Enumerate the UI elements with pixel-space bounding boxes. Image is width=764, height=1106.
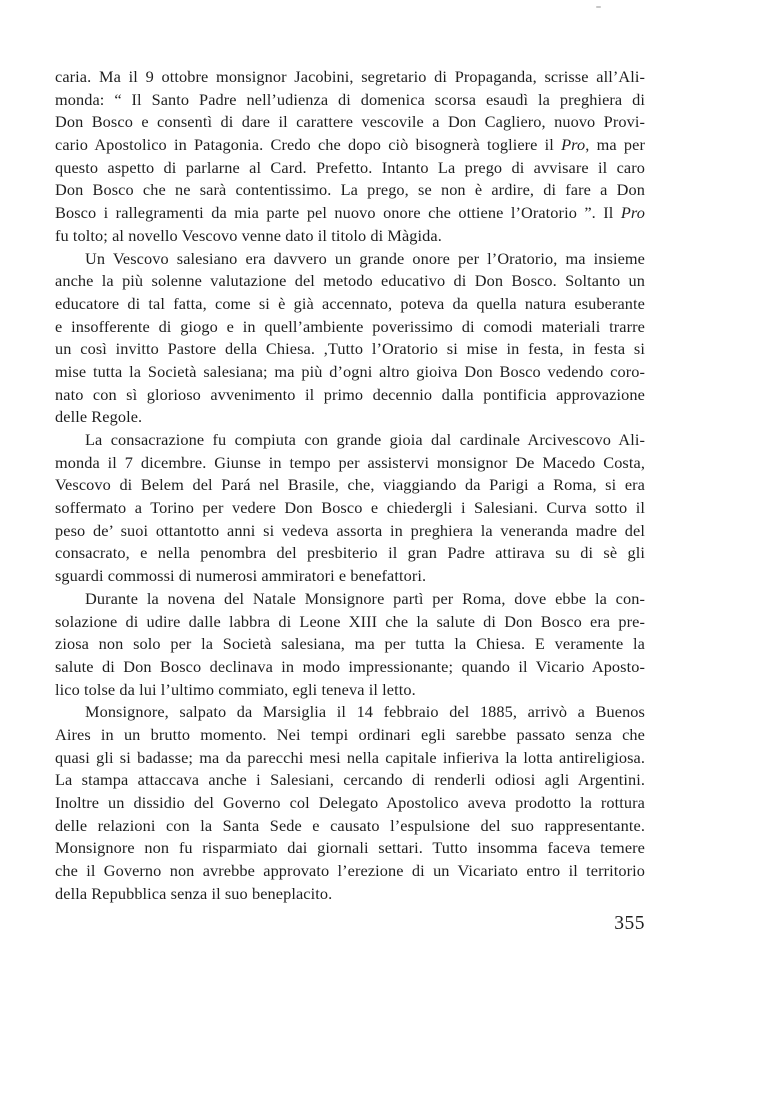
- text-line: Don Bosco che ne sarà contentissimo. La prego, se non è ardire, di fare a Don: [55, 180, 645, 200]
- text-line: Bosco i rallegramenti da mia parte pel nuovo onore che ottiene l’Oratorio ”. Il Pro: [55, 203, 645, 223]
- text-line: questo aspetto di parlarne al Card. Prefetto. Intanto La prego di avvisare il caro: [55, 157, 645, 177]
- text-line: Don Bosco e consentì di dare il carattere vescovile a Don Cagliero, nuovo Provi-: [55, 112, 645, 132]
- text-line: monda: “ Il Santo Padre nell’udienza di domenica scorsa esaudì la preghiera di: [55, 89, 645, 109]
- text-line: delle Regole.: [55, 407, 143, 427]
- text-line: solazione di udire dalle labbra di Leone XIII che la salute di Don Bosco era pre-: [55, 611, 645, 631]
- text-line: caria. Ma il 9 ottobre monsignor Jacobini, segretario di Propaganda, scrisse all’Ali-: [55, 67, 645, 86]
- text-line: monda il 7 dicembre. Giunse in tempo per assistervi monsignor De Macedo Costa,: [55, 452, 645, 472]
- text-line: Un Vescovo salesiano era davvero un grande onore per l’Oratorio, ma insieme: [85, 248, 645, 268]
- text-line: e insofferente di giogo e in quell’ambiente poverissimo di comodi materiali trarre: [55, 316, 645, 336]
- text-line: quasi gli si badasse; ma da parecchi mesi nella capitale infieriva la lotta antireligiosa.: [55, 747, 645, 767]
- text-line: Inoltre un dissidio del Governo col Delegato Apostolico aveva prodotto la rottura: [55, 793, 645, 812]
- text-line: fu tolto; al novello Vescovo venne dato il titolo di Màgida.: [55, 225, 442, 245]
- text-line: della Repubblica senza il suo beneplacito.: [55, 883, 333, 903]
- text-line: Monsignore non fu risparmiato dai giornali settari. Tutto insomma faceva temere: [55, 838, 645, 858]
- paragraph-4: [55, 588, 645, 701]
- scan-speck: [596, 6, 601, 8]
- text-line: La stampa attaccava anche i Salesiani, cercando di renderli odiosi agli Argentini.: [55, 770, 645, 790]
- text-line: consacrato, e nella penombra del presbiterio il gran Padre attirava su di sè gli: [55, 543, 645, 563]
- text-line: Aires in un brutto momento. Nei tempi ordinari egli sarebbe passato senza che: [55, 724, 645, 744]
- text-line: Monsignore, salpato da Marsiglia il 14 febbraio del 1885, arrivò a Buenos: [85, 702, 645, 722]
- text-line: Durante la novena del Natale Monsignore partì per Roma, dove ebbe la con-: [85, 588, 645, 608]
- text-line: lico tolse da lui l’ultimo commiato, egli teneva il letto.: [55, 679, 416, 699]
- text-line: anche la più solenne valutazione del metodo educativo di Don Bosco. Soltanto un: [55, 271, 645, 291]
- text-line: La consacrazione fu compiuta con grande gioia dal cardinale Arcivescovo Ali-: [85, 430, 645, 449]
- text-line: mise tutta la Società salesiana; ma più d’ogni altro gioiva Don Bosco vedendo coro-: [55, 361, 645, 381]
- text-line: Vescovo di Belem del Pará nel Brasile, che, viaggiando da Parigi a Roma, si era: [55, 475, 645, 495]
- text-line: educatore di tal fatta, come si è già accennato, poteva da quella natura esuberante: [55, 293, 645, 313]
- text-line: ziosa non solo per la Società salesiana, ma per tutta la Chiesa. E veramente la: [55, 634, 645, 654]
- text-line: cario Apostolico in Patagonia. Credo che dopo ciò bisognerà togliere il Pro, ma per: [55, 135, 645, 155]
- paragraph-3: [55, 429, 645, 588]
- text-line: sguardi commossi di numerosi ammiratori e benefattori.: [55, 566, 427, 586]
- page-text-block: [55, 66, 645, 905]
- paragraph-2: [55, 248, 645, 430]
- text-line: salute di Don Bosco declinava in modo impressionante; quando il Vicario Aposto-: [55, 656, 645, 676]
- page-number: 355: [614, 913, 645, 934]
- text-line: un così invitto Pastore della Chiesa. ,Tutto l’Oratorio si mise in festa, in festa si: [55, 339, 645, 359]
- text-line: soffermato a Torino per vedere Don Bosco e chiedergli i Salesiani. Curva sotto il: [55, 498, 645, 518]
- text-line: delle relazioni con la Santa Sede e causato l’espulsione del suo rappresentante.: [55, 815, 645, 835]
- paragraph-1: [55, 66, 645, 248]
- text-line: nato con sì glorioso avvenimento il primo decennio dalla pontificia approvazione: [55, 384, 645, 404]
- paragraph-5: [55, 701, 645, 905]
- text-line: peso de’ suoi ottantotto anni si vedeva assorta in preghiera la veneranda madre del: [55, 520, 645, 540]
- text-line: che il Governo non avrebbe approvato l’erezione di un Vicariato entro il territorio: [55, 861, 645, 881]
